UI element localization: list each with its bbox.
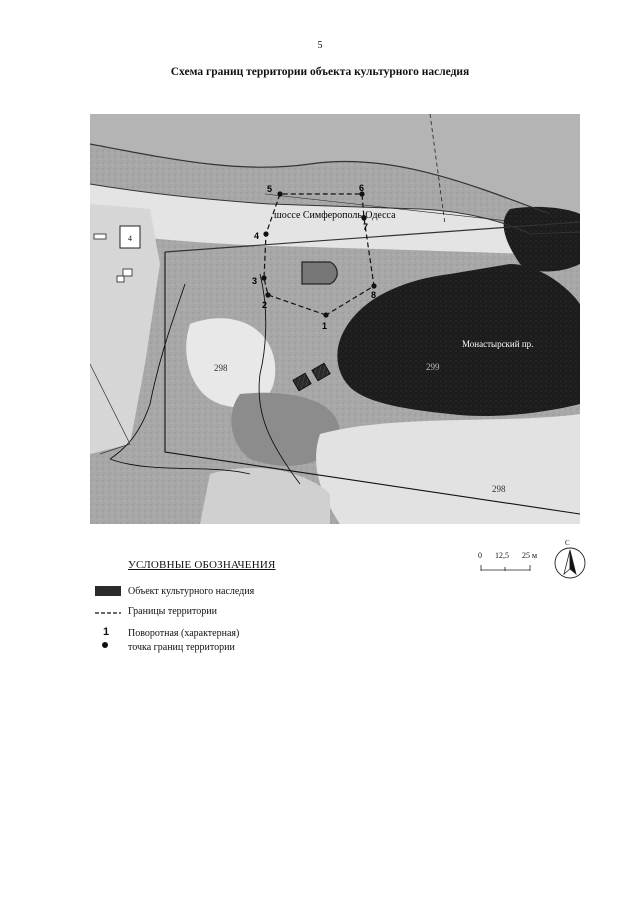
scale-label-12-5: 12,5: [495, 551, 509, 560]
scale-bar: [478, 549, 548, 579]
building-4-label: 4: [128, 234, 132, 243]
parcel-298-right-area: [316, 414, 580, 524]
parcel-299-label: 299: [426, 362, 440, 372]
point-5: [277, 191, 282, 196]
lane-label: Монастырский пр.: [462, 339, 534, 349]
point-1-label: 1: [322, 321, 328, 331]
north-arrow-icon: [553, 540, 587, 580]
parcel-298-left-label: 298: [214, 363, 228, 373]
legend-title: УСЛОВНЫЕ ОБОЗНАЧЕНИЯ: [128, 559, 276, 571]
legend-point-label-1: Поворотная (характерная): [128, 628, 240, 639]
boundary-map: [90, 114, 580, 524]
scale-label-0: 0: [478, 551, 482, 560]
point-5-label: 5: [267, 184, 273, 194]
legend-point-dot: [100, 640, 110, 654]
point-2-label: 2: [262, 300, 268, 310]
legend-point-marker: 1: [103, 626, 110, 638]
page-title: Схема границ территории объекта культурного наследия: [170, 66, 470, 78]
point-3-label: 3: [252, 276, 258, 286]
point-7-label: 7: [363, 222, 369, 232]
point-3: [261, 275, 266, 280]
scale-label-25: 25 м: [522, 551, 538, 560]
point-4-label: 4: [254, 231, 260, 241]
point-8-label: 8: [371, 290, 377, 300]
page-number: 5: [317, 40, 323, 51]
legend-boundary-swatch: [95, 608, 121, 621]
point-2: [265, 292, 270, 297]
point-1: [323, 312, 328, 317]
point-8: [371, 283, 376, 288]
north-label: С: [565, 539, 570, 547]
legend-heritage-swatch: [95, 586, 121, 600]
parcel-298-right-label: 298: [492, 484, 506, 494]
road-label: шоссе Симферополь-Одесса: [274, 210, 396, 221]
point-4: [263, 231, 268, 236]
legend-heritage-label: Объект культурного наследия: [128, 586, 255, 597]
legend-boundary-label: Границы территории: [128, 606, 217, 617]
legend-point-label-2: точка границ территории: [128, 642, 235, 653]
point-6-label: 6: [359, 183, 365, 193]
building-rounded: [302, 262, 337, 284]
